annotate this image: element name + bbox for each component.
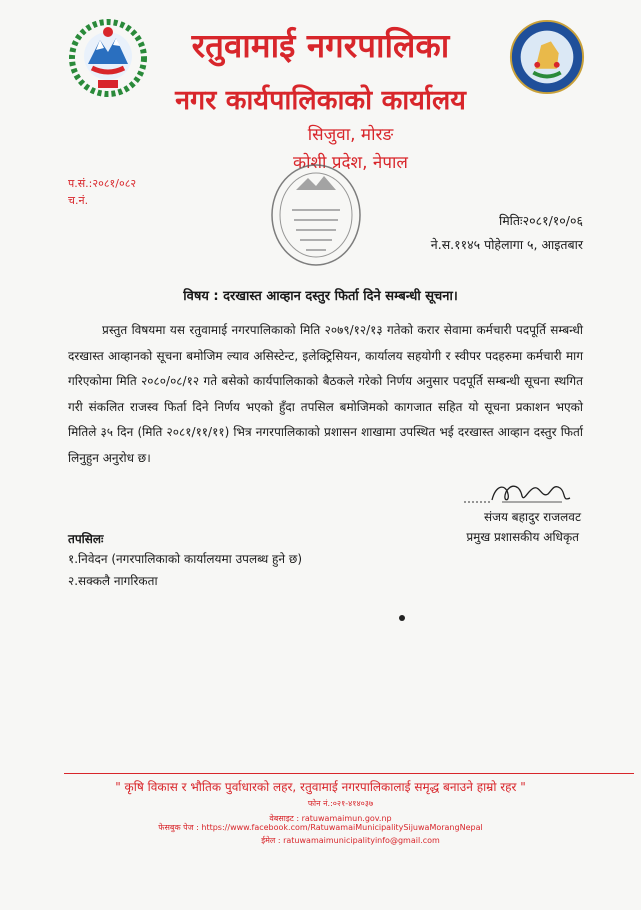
address-line-1: सिजुवा, मोरङ — [307, 125, 394, 145]
annex-item: २.सक्कलै नागरिकता — [68, 574, 158, 588]
footer-email: ईमेल : ratuwamaimunicipalityinfo@gmail.com — [261, 836, 440, 845]
signatory-title: प्रमुख प्रशासकीय अधिकृत — [466, 530, 579, 544]
office-seal-stamp — [266, 160, 366, 270]
subject-line: विषय : दरखास्त आव्हान दस्तुर फिर्ता दिने सम्बन्धी सूचना। — [183, 289, 458, 304]
municipality-title: रतुवामाई नगरपालिका — [191, 26, 450, 65]
letter-number: प.सं.:२०८१/०८२ — [68, 177, 137, 190]
reference-block — [68, 175, 136, 209]
footer-facebook: फेसबुक पेज : https://www.facebook.com/RatuwamaiMunicipalitySijuwaMorangNepal — [158, 823, 483, 832]
date-bs: मितिः२०८१/१०/०६ — [498, 213, 583, 228]
footer-website: वेबसाइट : ratuwamaimun.gov.np — [269, 814, 392, 823]
footer-divider — [64, 773, 634, 774]
annex-heading: तपसिलः — [68, 532, 104, 546]
ink-dot — [399, 615, 405, 621]
dispatch-number: च.नं. — [68, 194, 89, 207]
date-nepal-sambat: ने.स.११४५ पोहेलागा ५, आइतबार — [430, 237, 583, 252]
signature — [462, 480, 577, 508]
signatory-name: संजय बहादुर राजलवट — [484, 510, 581, 524]
office-title: नगर कार्यपालिकाको कार्यालय — [175, 85, 466, 116]
address-line-2: कोशी प्रदेश, नेपाल — [293, 153, 408, 173]
notice-body: प्रस्तुत विषयमा यस रतुवामाई नगरपालिकाको मिति २०७९/१२/१३ गतेको करार सेवामा कर्मचारी पदपूर्ति सम्बन्धी दरखास्त आव्हानको सूचना बमोजिम ल्याव असिस्टेन्ट, इलेक्ट्रिसियन, कार्यालय सहयोगी र स्वीपर पदहरुमा कर्मचारी माग गरिएकोमा मिति २०८०/०८/१२ गते बसेको कार्यपालिकाको बैठकले गरेको निर्णय अनुसार पदपूर्ति सम्बन्धी सूचना स्थगित गरी संकलित राजस्व फिर्ता दिने निर्णय भएको हुँदा तपसिल बमोजिमको कागजात सहित यो सूचना प्रकाशन भएको मितिले ३५ दिन (मिति २०८१/११/११) भित्र नगरपालिकाको प्रशासन शाखामा उपस्थित भई दरखास्त आव्हान दस्तुर फिर्ता लिनुहुन अनुरोध छ। — [68, 323, 583, 465]
annex-item: १.निवेदन (नगरपालिकाको कार्यालयमा उपलब्ध हुने छ) — [68, 552, 302, 566]
footer-slogan: " कृषि विकास र भौतिक पुर्वाधारको लहर, रतुवामाई नगरपालिकालाई समृद्ध बनाउने हाम्रो रहर " — [115, 780, 526, 794]
footer-phone: फोन नं.:०२१-४१४०३७ — [307, 799, 374, 808]
